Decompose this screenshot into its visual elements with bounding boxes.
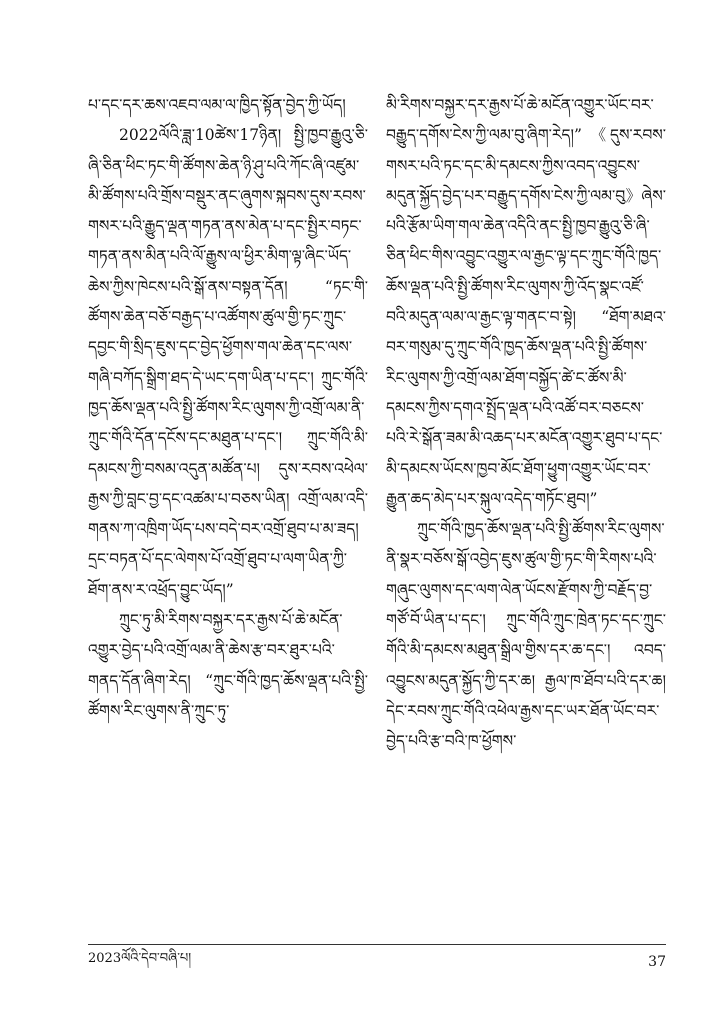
footer-divider [88, 944, 666, 945]
right-column [386, 90, 666, 757]
paragraph-socialism: ཀྲུང་གོའི་ཁྱད་ཆོས་ལྡན་པའི་སྤྱི་ཚོགས་རིང་ལུགས་ནི་སྣར་བཅོས་སྒོ་འབྱེད་ཇུས་ཚུལ་གྱི་ཏང་གི་རིགས་པའི་གཞུང་ལུགས་དང་ལག་ལེན་ཡོངས་རྫོགས་ཀྱི་བརྗོད་བྱ་གཙོ་བོ་ཡིན་པ་དང་། ཀྲུང་གོའི་ཀྲུང་ཁྲེན་ཏང་དང་ཀྲུང་གོའི་མི་དམངས་མཐུན་སྒྲིལ་གྱིས་དར་ཆ་དང་། འབད་འབྱུངས་མདུན་སྐྱོད་ཀྱི་དར་ཆ། རྒྱལ་ཁ་ཐོབ་པའི་དར་ཆ། དེང་རབས་ཀྲུང་གོའི་འཕེལ་རྒྱས་དང་ཡར་ཐོན་ཡོང་བར་བྱེད་པའི་རྩ་བའི་ཁ་ཕྱོགས་ [386, 520, 666, 751]
paragraph-continued-quote: མི་རིགས་བསྐྱར་དར་རྒྱས་པོ་ཆེ་མངོན་འགྱུར་ཡོང་བར་བརྒྱུད་དགོས་ངེས་ཀྱི་ལམ་བུ་ཞིག་རེད།” 《དུས་རབས་གསར་པའི་ཏང་དང་མི་དམངས་ཀྱིས་འབད་འབྱུངས་མདུན་སྐྱོད་བྱེད་པར་བརྒྱུད་དགོས་ངེས་ཀྱི་ལམ་བུ》ཞེས་པའི་རྩོམ་ཡིག་གལ་ཆེན་འདིའི་ནང་སྤྱི་ཁྱབ་རྒྱུའུ་ཅི་ཞི་ཅིན་ཕིང་གིས་འབྱུང་འགྱུར་ལ་རྒྱང་ལྟ་དང་ཀྲུང་གོའི་ཁྱད་ཆོས་ལྡན་པའི་སྤྱི་ཚོགས་རིང་ལུགས་ཀྱི་འོད་སྣང་འཛོ་བའི་མདུན་ལམ་ལ་རྒྱང་ལྟ་གནང་བ་སྟེ། “ཐོག་མཐའ་བར་གསུམ་དུ་ཀྲུང་གོའི་ཁྱད་ཆོས་ལྡན་པའི་སྤྱི་ཚོགས་རིང་ལུགས་ཀྱི་འགྲོ་ལམ་ཐོག་བསྐྱོད་ཚེ་ང་ཚོས་མི་དམངས་ཀྱིས་དགའ་སྤྲོད་ལྡན་པའི་འཚོ་བར་བཅངས་པའི་རེ་སྒོན་ཟམ་མི་འཆད་པར་མངོན་འགྱུར་ཐུབ་པ་དང་མི་དམངས་ཡོངས་ཁྱབ་མོང་ཐོག་ཕྱུག་འགྱུར་ཡོང་བར་རྒྱུན་ཆད་མེད་པར་སྐུལ་འདེད་གཏོང་ཐུབ།” [386, 96, 666, 508]
issue-label: 2023ལོའི་དེབ་བཞི་པ། [88, 951, 192, 966]
page-number: 37 [648, 954, 666, 970]
paragraph-quote-2022: 2022ལོའི་ཟླ་10ཚེས་17ཉིན། སྤྱི་ཁྱབ་རྒྱུའུ་ཅི་ཞི་ཅིན་ཕིང་ཏང་གི་ཚོགས་ཆེན་ཉི་ཤུ་པའི་ཀོང་ཞི་འཛུམ་མི་ཚོགས་པའི་གྲོས་བསྡུར་ནང་ཞུགས་སྐབས་དུས་རབས་གསར་པའི་རྒྱུད་ལྡན་གཏན་ནས་མེན་པ་དང་སྤྱིར་བཏང་གཏན་ནས་མིན་པའི་ལོ་རྒྱུས་ལ་ཕྱིར་མིག་ལྟ་ཞིང་ཡོད་ཆེས་ཀྱིས་ཁེངས་པའི་སྒོ་ནས་བསྟན་དོན། “ཏང་གི་ཚོགས་ཆེན་བཅོ་བརྒྱད་པ་འཚོགས་ཚུལ་གྱི་ཏང་ཀྲུང་དབྱང་གི་སྲིད་ཇུས་དང་བྱེད་ཕྱོགས་གལ་ཆེན་དང་ལས་གཞི་བཀོད་སྒྲིག་ཐད་དེ་ཡང་དག་ཡིན་པ་དང་། ཀྲུང་གོའི་ཁྱད་ཆོས་ལྡན་པའི་སྤྱི་ཚོགས་རིང་ལུགས་ཀྱི་འགྲོ་ལམ་ནི་ཀྲུང་གོའི་དོན་དངོས་དང་མཐུན་པ་དང་། ཀྲུང་གོའི་མི་དམངས་ཀྱི་བསམ་འདུན་མཚོན་པ། དུས་རབས་འཕེལ་རྒྱས་ཀྱི་བླང་བྱ་དང་འཚམ་པ་བཅས་ཡིན། འགྲོ་ལམ་འདི་གནས་ཀ་འཁྲིག་ཡོད་པས་བདེ་བར་འགྲོ་ཐུབ་པ་མ་ཟད། དྲང་བཏན་པོ་དང་ལེགས་པོ་འགྲོ་ཐུབ་པ་ལག་ཡིན་ཀྱི་ཐོག་ནས་ར་འཕྲོད་བྱུང་ཡོད།” [88, 126, 368, 599]
left-column [88, 90, 368, 726]
paragraph-path: ཀྲུང་ཏུ་མི་རིགས་བསྐྱར་དར་རྒྱས་པོ་ཆེ་མངོན་འགྱུར་བྱེད་པའི་འགྲོ་ལམ་ནི་ཆེས་རྩ་བར་ཐུར་པའི་གནད་དོན་ཞིག་རེད། “ཀྲུང་གོའི་ཁྱད་ཆོས་ལྡན་པའི་སྤྱི་ཚོགས་རིང་ལུགས་ནི་ཀྲུང་ཏུ་ [88, 611, 368, 720]
paragraph-continuation: པ་དང་དར་ཆས་འཇབ་ལམ་ལ་ཁྱིད་སྟོན་བྱེད་ཀྱི་ཡོད། [88, 96, 346, 114]
